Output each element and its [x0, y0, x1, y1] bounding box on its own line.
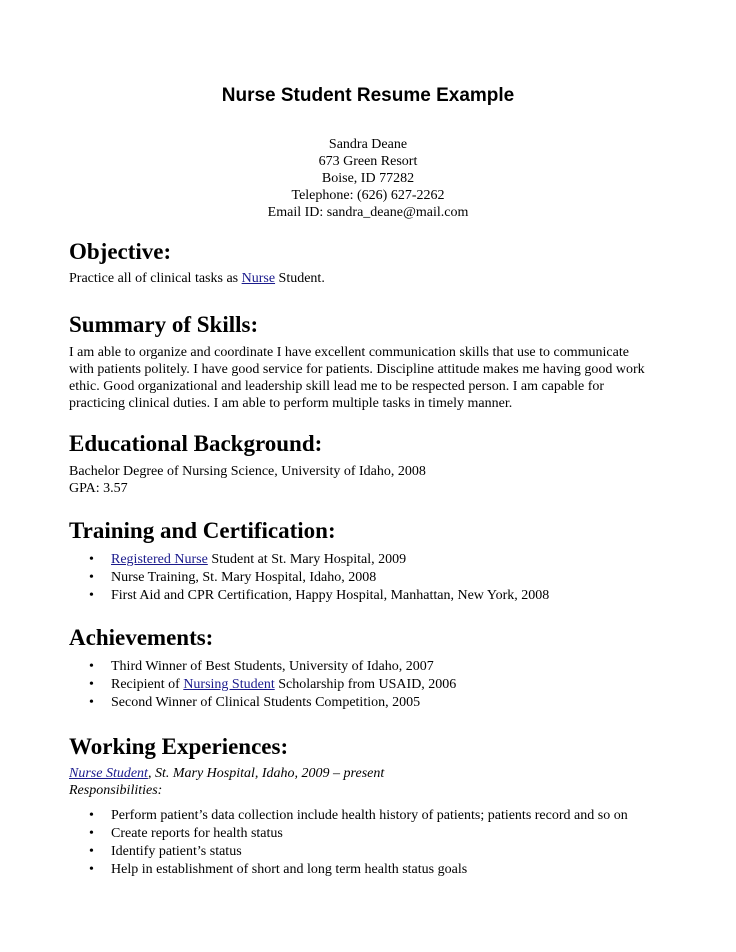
experience-section — [69, 733, 689, 879]
bullet-icon: • — [89, 862, 94, 877]
list-item — [69, 658, 689, 676]
list-item-text: Identify patient’s status — [111, 844, 242, 859]
list-item-text: First Aid and CPR Certification, Happy Hospital, Manhattan, New York, 2008 — [111, 588, 550, 603]
skills-line: ethic. Good organizational and leadership skill lead me to be respected person. I am capable for — [69, 379, 605, 394]
list-item-text: Help in establishment of short and long term health status goals — [111, 862, 468, 877]
achievements-heading: Achievements: — [69, 625, 214, 650]
list-item — [69, 551, 689, 569]
education-gpa: GPA: 3.57 — [69, 481, 128, 496]
skills-line: with patients politely. I have good service for patients. Discipline attitude makes me having good work — [69, 362, 645, 377]
responsibilities-list — [69, 807, 689, 879]
skills-heading: Summary of Skills: — [69, 312, 259, 337]
list-item-text: Scholarship from USAID, 2006 — [274, 677, 457, 692]
education-section — [69, 430, 689, 497]
list-item-text: Third Winner of Best Students, University of Idaho, 2007 — [111, 659, 434, 674]
bullet-icon: • — [89, 808, 94, 823]
bullet-icon: • — [89, 844, 94, 859]
bullet-icon: • — [89, 826, 94, 841]
list-item — [69, 569, 689, 587]
list-item-text: Second Winner of Clinical Students Competition, 2005 — [111, 695, 421, 710]
list-item-text-before: Recipient of — [111, 677, 184, 692]
list-item — [69, 861, 689, 879]
contact-city: Boise, ID 77282 — [321, 171, 415, 186]
skills-line: I am able to organize and coordinate I have excellent communication skills that use to communicate — [69, 345, 629, 360]
bullet-icon: • — [89, 588, 94, 603]
responsibilities-label: Responsibilities: — [69, 783, 163, 798]
document-title: Nurse Student Resume Example — [221, 85, 515, 106]
experience-heading: Working Experiences: — [69, 734, 289, 759]
bullet-icon: • — [89, 552, 94, 567]
nurse-student-link[interactable]: Nurse Student — [69, 766, 148, 781]
skills-section — [69, 311, 689, 412]
list-item — [69, 843, 689, 861]
objective-text-before: Practice all of clinical tasks as — [69, 271, 242, 286]
education-heading: Educational Background: — [69, 431, 323, 456]
list-item — [69, 694, 689, 712]
bullet-icon: • — [89, 659, 94, 674]
list-item — [69, 807, 689, 825]
objective-section — [69, 238, 689, 287]
skills-paragraph — [69, 344, 689, 412]
bullet-icon: • — [89, 677, 94, 692]
list-item-text: Student at St. Mary Hospital, 2009 — [207, 552, 407, 567]
contact-name: Sandra Deane — [328, 137, 408, 152]
list-item — [69, 587, 689, 605]
list-item-text: Nurse Training, St. Mary Hospital, Idaho, 2008 — [111, 570, 377, 585]
contact-email: Email ID: sandra_deane@mail.com — [267, 205, 469, 220]
list-item — [69, 676, 689, 694]
nurse-link[interactable]: Nurse — [241, 271, 276, 286]
list-item-text: Create reports for health status — [111, 826, 283, 841]
skills-line: practicing clinical duties. I am able to perform multiple tasks in timely manner. — [69, 396, 513, 411]
bullet-icon: • — [89, 695, 94, 710]
objective-text — [69, 270, 689, 287]
list-item — [69, 825, 689, 843]
achievements-list — [69, 658, 689, 712]
experience-role-details: , St. Mary Hospital, Idaho, 2009 – present — [147, 766, 385, 781]
education-degree: Bachelor Degree of Nursing Science, University of Idaho, 2008 — [69, 464, 426, 479]
objective-text-after: Student. — [275, 271, 325, 286]
experience-role — [69, 765, 689, 782]
training-section — [69, 517, 689, 605]
list-item-text: Perform patient’s data collection include health history of patients; patients record and so on — [111, 808, 628, 823]
training-list — [69, 551, 689, 605]
contact-address: 673 Green Resort — [318, 154, 418, 169]
objective-heading: Objective: — [69, 239, 172, 264]
education-details — [69, 463, 689, 497]
achievements-section — [69, 624, 689, 712]
bullet-icon: • — [89, 570, 94, 585]
registered-nurse-link[interactable]: Registered Nurse — [111, 552, 208, 567]
contact-block — [0, 136, 736, 221]
contact-telephone: Telephone: (626) 627-2262 — [291, 188, 445, 203]
nursing-student-link[interactable]: Nursing Student — [183, 677, 275, 692]
training-heading: Training and Certification: — [69, 518, 336, 543]
